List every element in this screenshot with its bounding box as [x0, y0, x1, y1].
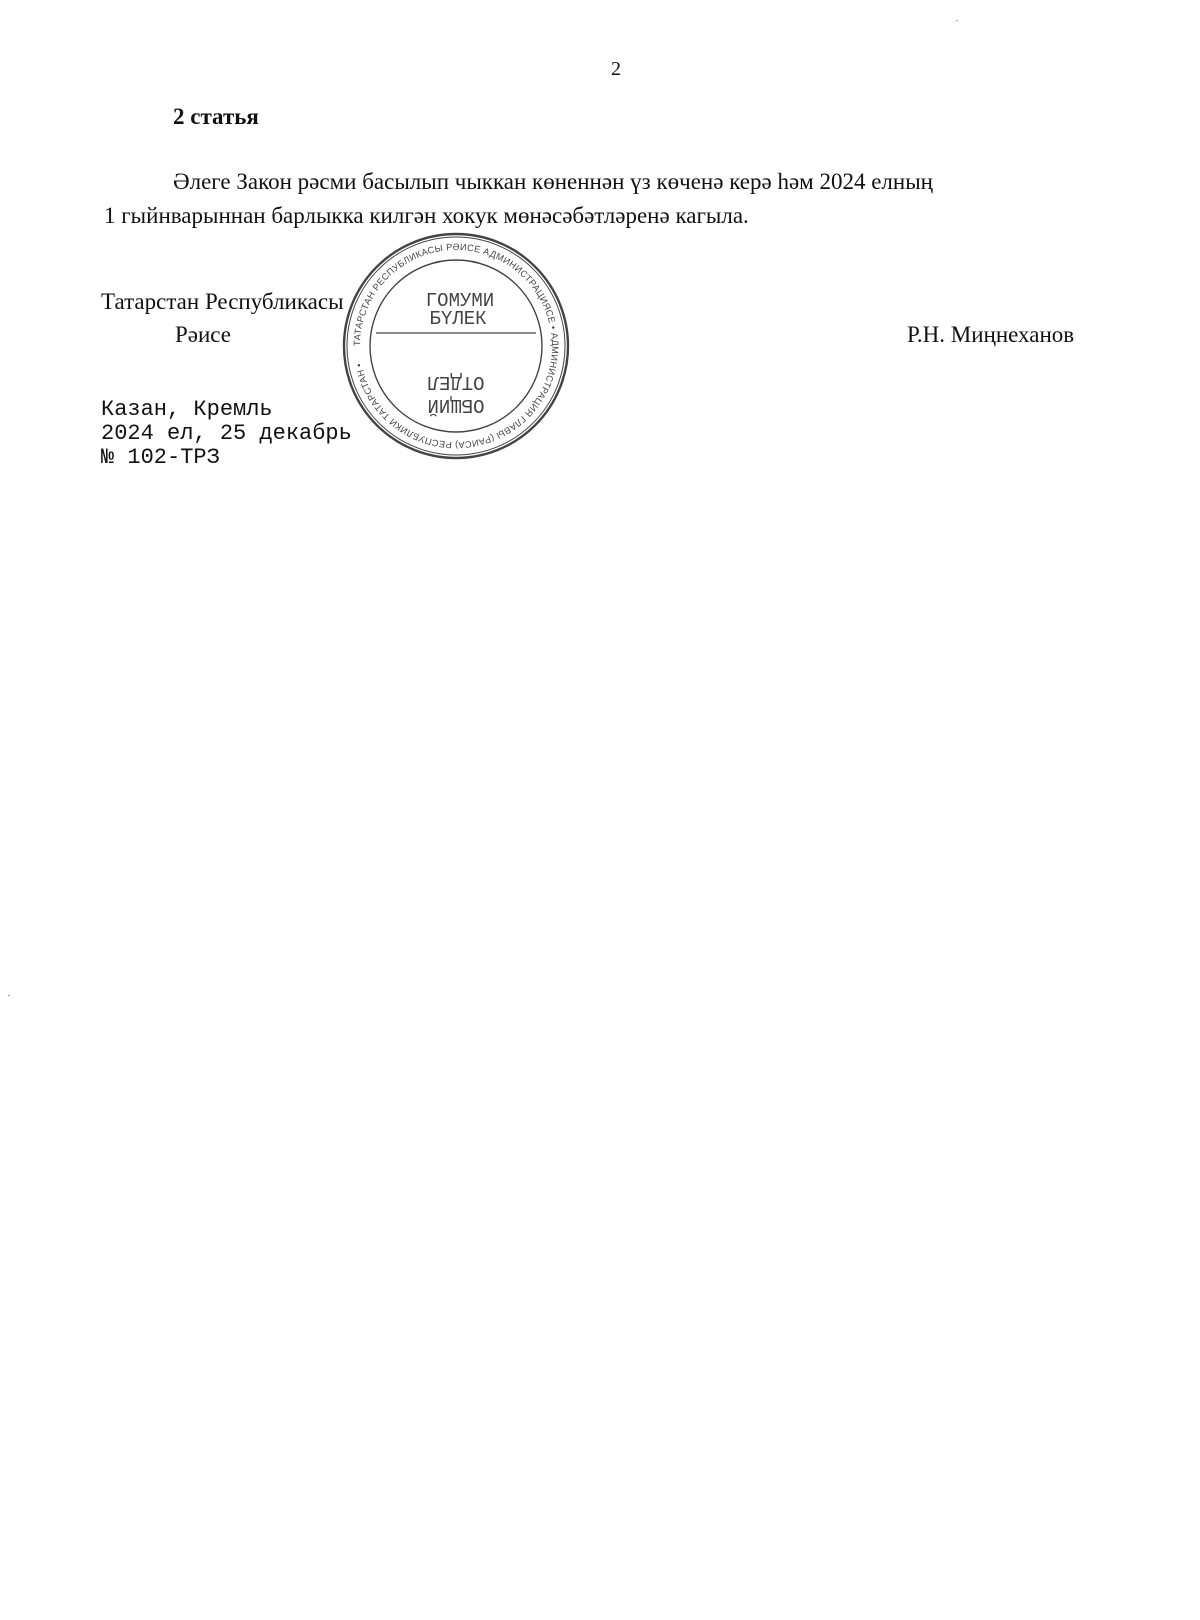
- document-number: № 102-ТРЗ: [101, 445, 220, 470]
- page-number: 2: [611, 58, 621, 80]
- signatory-name: Р.Н. Миңнеханов: [907, 322, 1075, 347]
- seal-top-line-2: БҮЛЕК: [429, 308, 487, 330]
- seal-ring-text: ТАТАРСТАН РЕСПУБЛИКАСЫ РӘИСЕ АДМИНИСТРАЦИЯСЕ • АДМИНИСТРАЦИЯ ГЛАВЫ (РАИСА) РЕСПУБЛИКИ ТАТАРСТАН •: [351, 241, 561, 451]
- signatory-position: Рәисе: [175, 322, 232, 347]
- article-heading: 2 статья: [173, 104, 259, 129]
- seal-top-line-1: ГОМУМИ: [425, 290, 495, 312]
- place-date: 2024 ел, 25 декабрь: [101, 421, 352, 446]
- seal-graphic: [340, 230, 572, 462]
- seal-bottom-line-1: ОТДЕЛ: [427, 371, 485, 393]
- signatory-organization: Татарстан Республикасы: [101, 289, 344, 314]
- article-paragraph: [104, 165, 1134, 233]
- scan-speck: [956, 20, 958, 21]
- paragraph-line-1: Әлеге Закон рәсми басылып чыккан көненнән үз көченә керә һәм 2024 елның: [173, 169, 933, 194]
- place-date-block: [101, 398, 352, 470]
- paragraph-line-2: 1 гыйнварыннан барлыкка килгән хокук мөнәсәбәтләренә кагыла.: [104, 203, 749, 228]
- official-seal: [340, 230, 572, 462]
- place-location: Казан, Кремль: [101, 397, 273, 422]
- seal-bottom-line-2: ОБЩИЙ: [427, 394, 485, 416]
- scan-speck: [8, 995, 10, 996]
